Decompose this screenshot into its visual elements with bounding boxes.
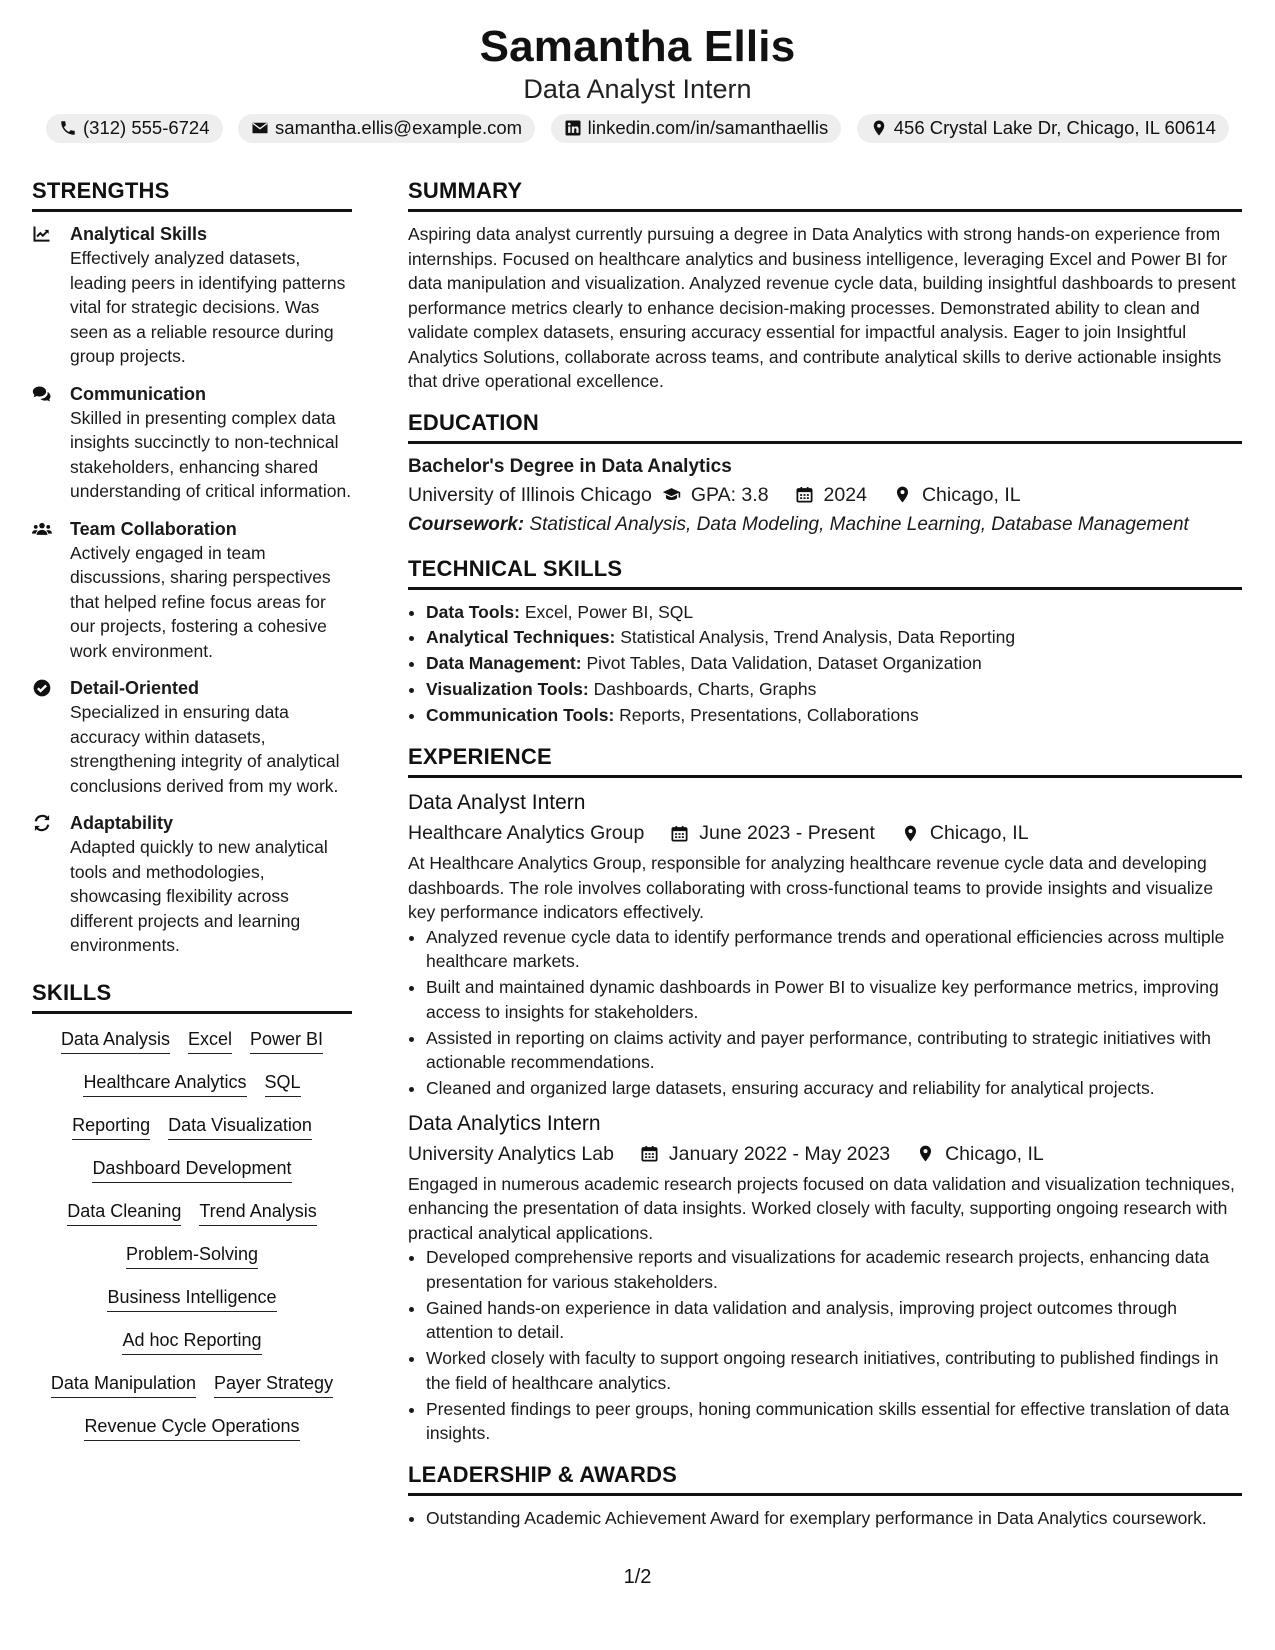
job-dates: January 2022 - May 2023: [668, 1142, 891, 1165]
strength-description: Specialized in ensuring data accuracy within datasets, strengthening integrity of analytical conclusions derived from my work.: [70, 702, 340, 796]
job-dates: June 2023 - Present: [699, 822, 875, 845]
users-icon: [32, 519, 52, 539]
linkedin-icon: [564, 119, 582, 137]
graduation-cap-icon: [662, 485, 681, 504]
skill-values: Dashboards, Charts, Graphs: [593, 678, 817, 699]
list-item: • Worked closely with faculty to support ongoing research initiatives, contributing to published findings in the field of healthcare analytics.: [426, 1346, 1242, 1395]
strength-description: Actively engaged in team discussions, sharing perspectives that helped refine focus areas for our projects, fostering a cohesive work environment.: [70, 542, 331, 661]
strength-title: Analytical Skills: [70, 224, 208, 244]
page-number: 1/2: [623, 1566, 652, 1588]
education-location: Chicago, IL: [921, 483, 1021, 506]
contact-linkedin[interactable]: [551, 114, 842, 143]
contact-email-text: samantha.ellis@example.com: [275, 117, 523, 138]
map-pin-icon: [893, 485, 912, 504]
skill-tag: Trend Analysis: [199, 1200, 316, 1226]
list-item: • Developed comprehensive reports and visualizations for academic research projects, enhancing data presentation for various stakeholders.: [426, 1245, 1242, 1294]
list-item: [426, 677, 1242, 703]
list-item: • Assisted in reporting on claims activity and payer performance, contributing to strategic initiatives with actionable recommendations.: [426, 1026, 1242, 1075]
job-entry: [408, 1109, 1242, 1446]
skill-tag: Dashboard Development: [92, 1157, 291, 1183]
school: University of Illinois Chicago: [408, 483, 652, 506]
map-pin-icon: [870, 119, 888, 137]
list-item: [426, 703, 1242, 729]
technical-skills-list: [408, 600, 1242, 729]
chat-bubbles-icon: [32, 384, 52, 404]
coursework-list: Statistical Analysis, Data Modeling, Machine Learning, Database Management: [529, 513, 1189, 535]
degree: Bachelor's Degree in Data Analytics: [408, 455, 732, 477]
skill-category: Data Management:: [426, 653, 582, 674]
contact-phone[interactable]: [46, 114, 223, 143]
list-item: [426, 651, 1242, 677]
leadership-heading: LEADERSHIP & AWARDS: [408, 1462, 1242, 1496]
skill-values: Statistical Analysis, Trend Analysis, Data Reporting: [620, 627, 1016, 648]
skill-category: Communication Tools:: [426, 704, 615, 725]
list-item: [426, 625, 1242, 651]
gpa: GPA: 3.8: [690, 483, 769, 506]
strength-description: Skilled in presenting complex data insights succinctly to non-technical stakeholders, enhancing shared understanding of critical information.: [70, 407, 352, 501]
summary-text: Aspiring data analyst currently pursuing a degree in Data Analytics with strong hands-on experience from internships. Focused on healthcare analytics and business intelligence, leveraging Excel and Power BI for data manipulation and visualization. Analyzed revenue cycle data, building insightful dashboards to present performance metrics clearly to enhance decision-making processes. Demonstrated ability to clean and validate complex datasets, ensuring accuracy essential for impactful analysis. Eager to join Insightful Analytics Solutions, collaborate across teams, and contribute analytical skills to derive actionable insights that drive operational excellence.: [408, 224, 1236, 391]
leadership-section: [408, 1462, 1242, 1531]
strength-title: Detail-Oriented: [70, 678, 200, 698]
calendar-icon: [670, 824, 689, 843]
job-intro: Engaged in numerous academic research projects focused on data validation and visualization techniques, enhancing the presentation of data insights. Worked closely with faculty, supporting ongoing research with practical analytical applications.: [408, 1173, 1235, 1243]
skill-tag: Data Visualization: [168, 1114, 312, 1140]
skill-tag: Excel: [188, 1028, 232, 1054]
left-column: [32, 178, 352, 1445]
coursework: [408, 510, 1242, 540]
experience-section: [408, 744, 1242, 1446]
skill-tag: Reporting: [72, 1114, 150, 1140]
skill-tag: Healthcare Analytics: [83, 1071, 246, 1097]
strength-description: Effectively analyzed datasets, leading peers in identifying patterns vital for strategic decisions. Was seen as a reliable resource during group projects.: [70, 248, 346, 366]
job-bullets: [408, 925, 1242, 1101]
job-location: Chicago, IL: [945, 1142, 1044, 1165]
job-title: Data Analytics Intern: [408, 1111, 601, 1135]
job-intro: At Healthcare Analytics Group, responsible for analyzing healthcare revenue cycle data and developing dashboards. The role involves collaborating with cross-functional teams to provide insights and visualize key performance indicators effectively.: [408, 853, 1214, 923]
skills-list: [32, 1024, 352, 1445]
job-title: Data Analyst Intern: [408, 791, 586, 815]
list-item: [426, 600, 1242, 626]
company: University Analytics Lab: [408, 1142, 614, 1165]
skill-values: Pivot Tables, Data Validation, Dataset Organization: [586, 653, 982, 674]
skill-tag: Revenue Cycle Operations: [84, 1415, 299, 1441]
skill-tag: SQL: [265, 1071, 301, 1097]
skill-tag: Data Analysis: [61, 1028, 170, 1054]
strength-item: [32, 811, 352, 958]
graduation-year: 2024: [823, 483, 867, 506]
contact-linkedin-text: linkedin.com/in/samanthaellis: [587, 117, 829, 138]
list-item: • Gained hands-on experience in data validation and analysis, improving project outcomes through attention to detail.: [426, 1296, 1242, 1345]
right-column: [408, 178, 1242, 1546]
technical-skills-heading: TECHNICAL SKILLS: [408, 556, 1242, 590]
skill-tag: Problem-Solving: [126, 1243, 258, 1269]
job-entry: [408, 788, 1242, 1101]
contact-email[interactable]: [238, 114, 535, 143]
summary-section: [408, 178, 1242, 394]
skill-category: Visualization Tools:: [426, 678, 589, 699]
strength-item: [32, 517, 352, 664]
contact-address: [857, 114, 1229, 143]
skill-tag: Ad hoc Reporting: [122, 1329, 261, 1355]
contact-address-text: 456 Crystal Lake Dr, Chicago, IL 60614: [893, 117, 1216, 138]
sync-icon: [32, 813, 52, 833]
coursework-label: Coursework:: [408, 513, 525, 535]
skill-values: Reports, Presentations, Collaborations: [619, 704, 919, 725]
contact-phone-text: (312) 555-6724: [83, 117, 210, 138]
check-circle-icon: [32, 678, 52, 698]
skills-heading: SKILLS: [32, 980, 352, 1014]
education-section: [408, 410, 1242, 540]
skill-category: Data Tools:: [426, 601, 520, 622]
list-item: • Outstanding Academic Achievement Award for exemplary performance in Data Analytics coursework.: [426, 1506, 1242, 1531]
job-bullets: [408, 1245, 1242, 1446]
job-meta: [408, 1139, 1242, 1169]
envelope-icon: [251, 119, 269, 137]
candidate-role: Data Analyst Intern: [523, 74, 752, 104]
strength-item: [32, 222, 352, 369]
map-pin-icon: [916, 1144, 935, 1163]
skill-tag: Payer Strategy: [214, 1372, 333, 1398]
strength-title: Communication: [70, 383, 207, 404]
skill-category: Analytical Techniques:: [426, 627, 616, 648]
candidate-name: Samantha Ellis: [479, 22, 796, 71]
leadership-list: [408, 1506, 1242, 1531]
skill-tag: Data Cleaning: [67, 1200, 181, 1226]
summary-heading: SUMMARY: [408, 178, 1242, 212]
strength-item: [32, 382, 352, 504]
company: Healthcare Analytics Group: [408, 822, 645, 845]
list-item: • Analyzed revenue cycle data to identify performance trends and operational efficiencies across multiple healthcare markets.: [426, 925, 1242, 974]
strength-item: [32, 676, 352, 798]
skill-tag: Data Manipulation: [51, 1372, 196, 1398]
strength-title: Adaptability: [70, 813, 174, 833]
experience-heading: EXPERIENCE: [408, 744, 1242, 778]
phone-icon: [59, 119, 77, 137]
job-location: Chicago, IL: [929, 822, 1029, 845]
education-meta: [408, 480, 1242, 510]
strength-description: Adapted quickly to new analytical tools and methodologies, showcasing flexibility across different projects and learning environments.: [70, 837, 328, 955]
strengths-heading: STRENGTHS: [32, 178, 352, 212]
line-chart-icon: [32, 224, 52, 244]
technical-skills-section: [408, 556, 1242, 729]
list-item: • Built and maintained dynamic dashboards in Power BI to visualize key performance metrics, improving access to insights for stakeholders.: [426, 975, 1242, 1024]
list-item: • Presented findings to peer groups, honing communication skills essential for effective translation of data insights.: [426, 1397, 1242, 1446]
list-item: • Cleaned and organized large datasets, ensuring accuracy and reliability for analytical projects.: [426, 1076, 1242, 1101]
job-meta: [408, 818, 1242, 848]
strength-title: Team Collaboration: [70, 518, 237, 539]
education-heading: EDUCATION: [408, 410, 1242, 444]
skill-tag: Business Intelligence: [107, 1286, 276, 1312]
map-pin-icon: [901, 824, 920, 843]
calendar-icon: [640, 1144, 659, 1163]
contact-bar: [46, 113, 1229, 143]
calendar-icon: [795, 485, 814, 504]
skill-values: Excel, Power BI, SQL: [524, 601, 694, 622]
skill-tag: Power BI: [250, 1028, 323, 1054]
